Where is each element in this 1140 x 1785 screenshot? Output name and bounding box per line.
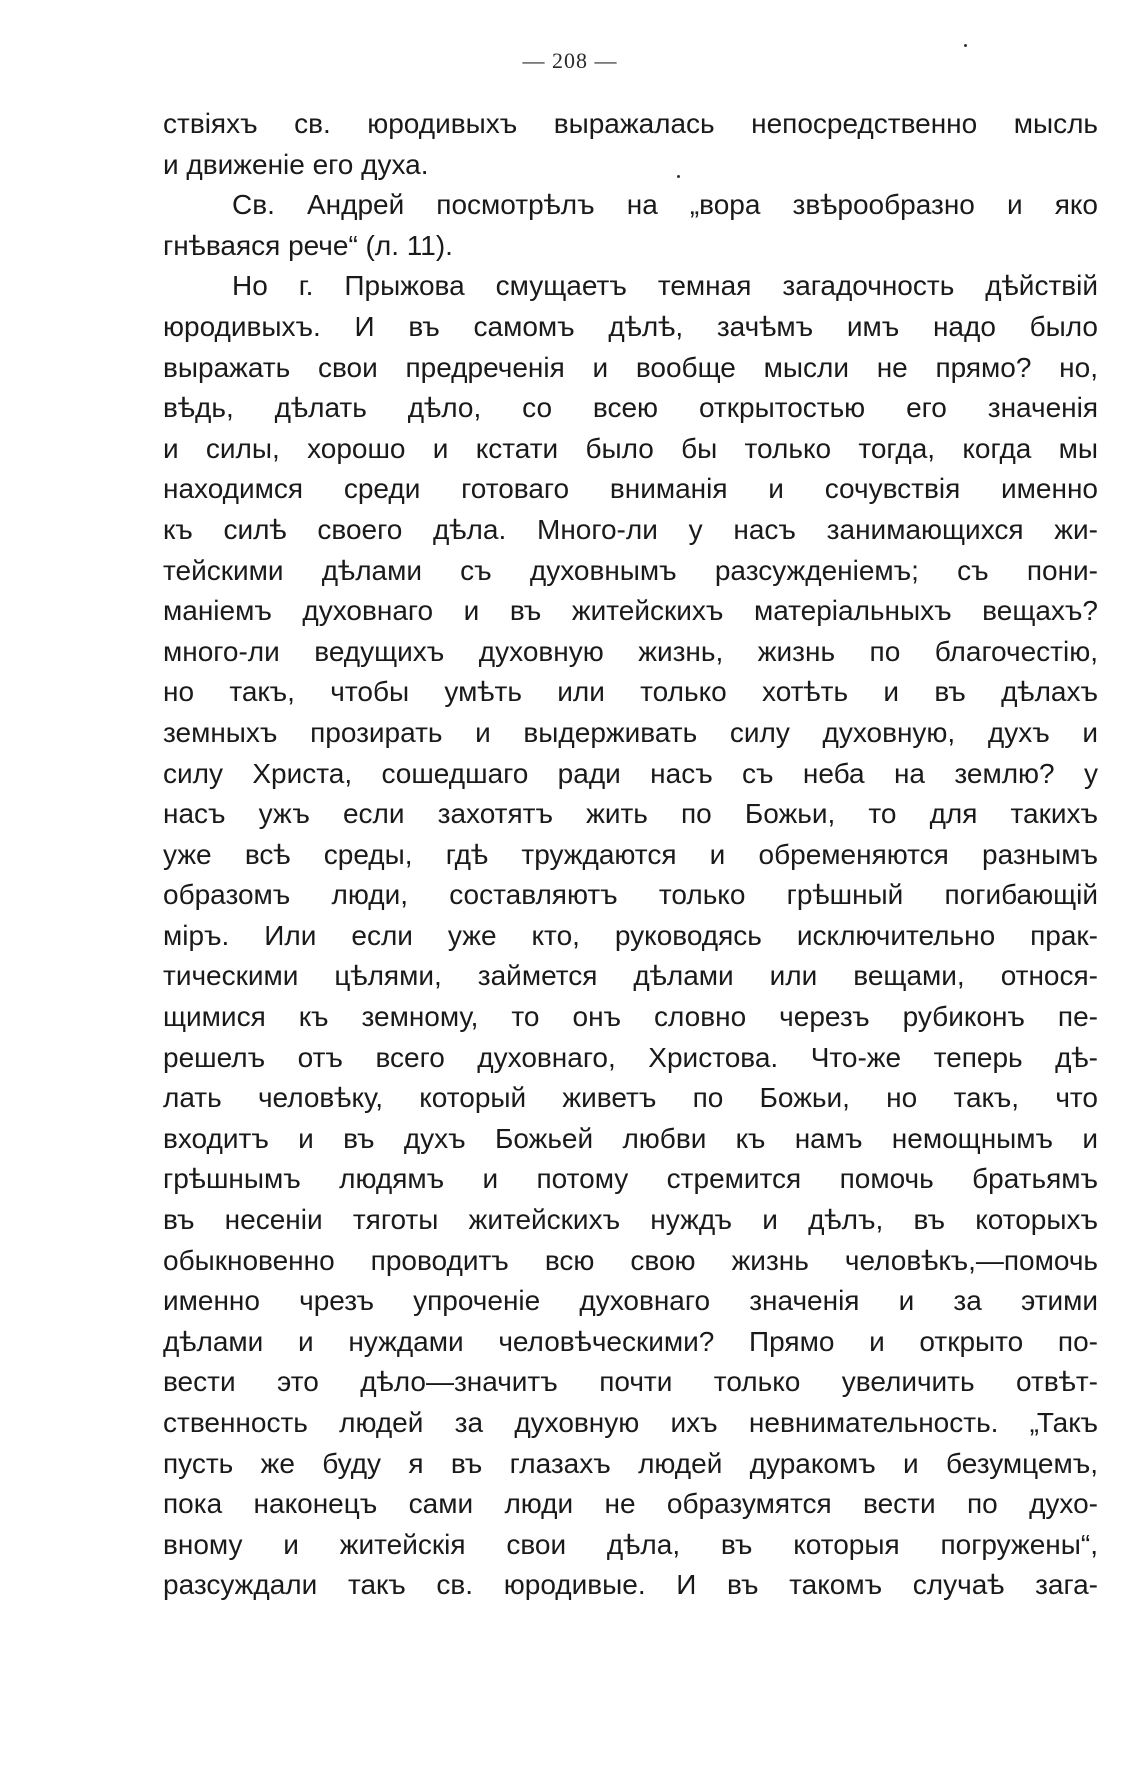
text-line: вести это дѣло—значитъ почти только увеличить отвѣт-	[163, 1366, 1098, 1398]
text-line: грѣшнымъ людямъ и потому стремится помочь братьямъ	[163, 1163, 1098, 1195]
text-line: Но г. Прыжова смущаетъ темная загадочность дѣйствій	[232, 270, 1098, 302]
text-line: и движеніе его духа.	[163, 148, 429, 180]
text-line: силу Христа, сошедшаго ради насъ съ неба на землю? у	[163, 757, 1098, 789]
text-line: вѣдь, дѣлать дѣло, со всею открытостью его значенія	[163, 392, 1098, 424]
text-line: обыкновенно проводитъ всю свою жизнь человѣкъ,—помочь	[163, 1244, 1098, 1276]
text-line: ствіяхъ св. юродивыхъ выражалась непосредственно мысль	[163, 108, 1098, 139]
text-line: насъ ужъ если захотятъ жить по Божьи, то для такихъ	[163, 798, 1098, 830]
main-text	[163, 104, 1098, 1606]
page-number: — 208 —	[522, 48, 618, 73]
text-line: дѣлами и нуждами человѣческими? Прямо и открыто по-	[163, 1325, 1098, 1357]
text-line: уже всѣ среды, гдѣ труждаются и обременяются разнымъ	[163, 838, 1098, 870]
text-line: ственность людей за духовную ихъ невнимательность. „Такъ	[163, 1407, 1098, 1438]
text-line: именно чрезъ упроченіе духовнаго значенія и за этими	[163, 1285, 1098, 1317]
text-line: лать человѣку, который живетъ по Божьи, но такъ, что	[163, 1082, 1098, 1114]
text-line: много-ли ведущихъ духовную жизнь, жизнь по благочестію,	[163, 635, 1098, 667]
text-line: гнѣваяся рече“ (л. 11).	[163, 229, 453, 261]
text-line: Св. Андрей посмотрѣлъ на „вора звѣрообразно и яко	[232, 189, 1098, 221]
text-line: разсуждали такъ св. юродивые. И въ такомъ случаѣ зага-	[163, 1569, 1098, 1601]
text-line: выражать свои предреченія и вообще мысли не прямо? но,	[163, 351, 1098, 383]
text-line: къ силѣ своего дѣла. Много-ли у насъ занимающихся жи-	[163, 513, 1098, 545]
text-line: вному и житейскія свои дѣла, въ которыя погружены“,	[163, 1528, 1098, 1560]
text-line: тическими цѣлями, займется дѣлами или вещами, относя-	[163, 960, 1098, 992]
text-line: решелъ отъ всего духовнаго, Христова. Что-же теперь дѣ-	[163, 1041, 1098, 1073]
text-line: и силы, хорошо и кстати было бы только тогда, когда мы	[163, 432, 1098, 464]
text-line: находимся среди готоваго вниманія и сочувствія именно	[163, 473, 1098, 505]
text-line: міръ. Или если уже кто, руководясь исключительно прак-	[163, 919, 1098, 951]
text-line: въ несеніи тяготы житейскихъ нуждъ и дѣлъ, въ которыхъ	[163, 1204, 1098, 1236]
text-line: тейскими дѣлами съ духовнымъ разсужденіемъ; съ пони-	[163, 554, 1098, 586]
text-line: входитъ и въ духъ Божьей любви къ намъ немощнымъ и	[163, 1122, 1098, 1154]
text-line: пока наконецъ сами люди не образумятся вести по духо-	[163, 1488, 1098, 1520]
text-line: маніемъ духовнаго и въ житейскихъ матеріальныхъ вещахъ?	[163, 595, 1098, 627]
text-line: пусть же буду я въ глазахъ людей дуракомъ и безумцемъ,	[163, 1447, 1098, 1479]
text-line: земныхъ прозирать и выдерживать силу духовную, духъ и	[163, 716, 1098, 748]
text-line: образомъ люди, составляютъ только грѣшный погибающій	[163, 879, 1098, 911]
text-line: но такъ, чтобы умѣть или только хотѣть и въ дѣлахъ	[163, 676, 1098, 708]
text-line: юродивыхъ. И въ самомъ дѣлѣ, зачѣмъ имъ надо было	[163, 310, 1098, 342]
print-speck	[964, 44, 967, 47]
text-line: щимися къ земному, то онъ словно черезъ рубиконъ пе-	[163, 1001, 1098, 1033]
